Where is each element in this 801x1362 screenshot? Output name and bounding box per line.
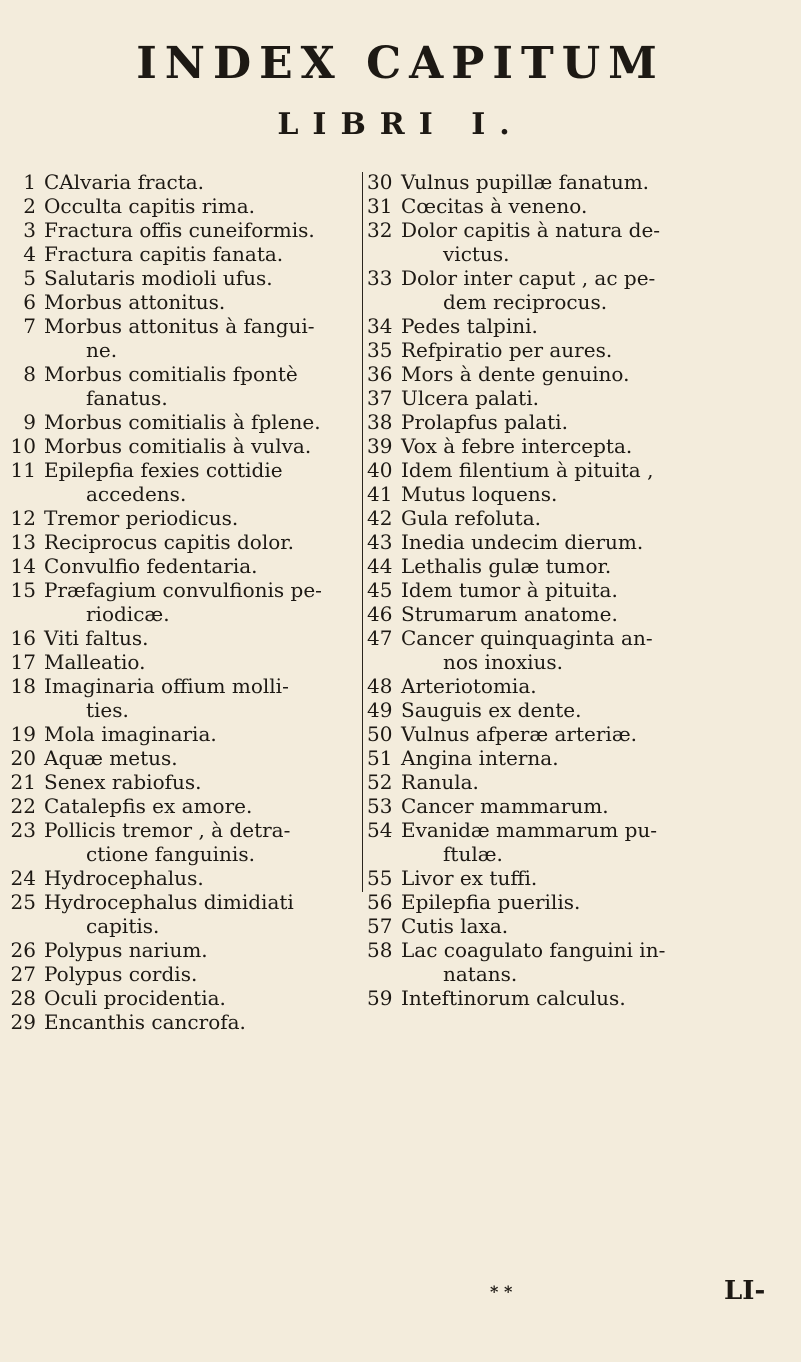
index-entry: [367, 362, 801, 386]
index-entry: [367, 266, 801, 314]
entry-number: 1: [23, 170, 36, 194]
index-entry: [0, 986, 360, 1010]
entry-text: Cœcitas à veneno.: [401, 194, 588, 218]
entry-number: 51: [367, 746, 393, 770]
index-entry: [0, 314, 360, 362]
index-entry: [0, 506, 360, 530]
entry-text: Lethalis gulæ tumor.: [401, 554, 612, 578]
index-entry: [0, 818, 360, 866]
index-entry: [367, 794, 801, 818]
entry-text: Idem tumor à pituita.: [401, 578, 618, 602]
index-entry: [367, 338, 801, 362]
index-entry: [367, 818, 801, 866]
index-entry: [367, 938, 801, 986]
index-entry: [0, 722, 360, 746]
entry-number: 49: [367, 698, 393, 722]
entry-continuation: ctione fanguinis.: [86, 842, 255, 866]
index-entry: [367, 458, 801, 482]
entry-number: 38: [367, 410, 393, 434]
index-entry: [367, 218, 801, 266]
index-entry: [0, 650, 360, 674]
entry-text: Mutus loquens.: [401, 482, 558, 506]
index-entry: [367, 194, 801, 218]
entry-number: 58: [367, 938, 393, 962]
entry-number: 16: [10, 626, 36, 650]
entry-text: Hydrocephalus.: [44, 866, 204, 890]
entry-text: Cancer mammarum.: [401, 794, 609, 818]
index-entry: [367, 170, 801, 194]
index-entry: [367, 914, 801, 938]
left-column: [0, 170, 360, 1034]
entry-number: 27: [10, 962, 36, 986]
entry-number: 54: [367, 818, 393, 842]
entry-number: 2: [23, 194, 36, 218]
index-entry: [0, 962, 360, 986]
entry-text: Cancer quinquaginta an-: [401, 626, 653, 650]
entry-text: Strumarum anatome.: [401, 602, 618, 626]
entry-number: 31: [367, 194, 393, 218]
entry-number: 32: [367, 218, 393, 242]
page-title: INDEX CAPITUM: [136, 38, 665, 89]
index-entry: [0, 794, 360, 818]
entry-number: 10: [10, 434, 36, 458]
entry-continuation: accedens.: [86, 482, 187, 506]
entry-text: Mors à dente genuino.: [401, 362, 630, 386]
entry-number: 18: [10, 674, 36, 698]
entry-number: 26: [10, 938, 36, 962]
index-entry: [367, 890, 801, 914]
entry-text: Idem filentium à pituita ,: [401, 458, 654, 482]
entry-text: Morbus comitialis à fplene.: [44, 410, 321, 434]
entry-number: 19: [10, 722, 36, 746]
entry-number: 17: [10, 650, 36, 674]
index-entry: [367, 602, 801, 626]
entry-text: Morbus attonitus à fangui-: [44, 314, 315, 338]
entry-number: 43: [367, 530, 393, 554]
index-entry: [367, 530, 801, 554]
entry-text: Tremor periodicus.: [44, 506, 239, 530]
entry-number: 46: [367, 602, 393, 626]
entry-text: Malleatio.: [44, 650, 146, 674]
entry-number: 56: [367, 890, 393, 914]
entry-text: Inedia undecim dierum.: [401, 530, 644, 554]
entry-text: Inteftinorum calculus.: [401, 986, 626, 1010]
entry-number: 22: [10, 794, 36, 818]
index-entry: [0, 530, 360, 554]
entry-text: Vox à febre intercepta.: [401, 434, 633, 458]
entry-number: 52: [367, 770, 393, 794]
entry-text: Morbus comitialis fpontè: [44, 362, 298, 386]
index-entry: [0, 938, 360, 962]
index-entry: [367, 626, 801, 674]
entry-text: Encanthis cancrofa.: [44, 1010, 246, 1034]
index-entry: [0, 746, 360, 770]
index-entry: [367, 866, 801, 890]
index-entry: [367, 578, 801, 602]
index-entry: [0, 410, 360, 434]
index-entry: [0, 578, 360, 626]
entry-number: 4: [23, 242, 36, 266]
index-entry: [0, 890, 360, 938]
index-entry: [0, 866, 360, 890]
index-entry: [367, 986, 801, 1010]
entry-number: 24: [10, 866, 36, 890]
entry-text: Convulfio fedentaria.: [44, 554, 258, 578]
index-entry: [367, 386, 801, 410]
entry-text: Evanidæ mammarum pu-: [401, 818, 658, 842]
entry-number: 33: [367, 266, 393, 290]
index-entry: [0, 290, 360, 314]
index-entry: [367, 434, 801, 458]
entry-text: Catalepfis ex amore.: [44, 794, 253, 818]
entry-continuation: riodicæ.: [86, 602, 170, 626]
column-divider: [362, 172, 363, 892]
entry-text: Vulnus pupillæ fanatum.: [401, 170, 650, 194]
entry-text: Salutaris modioli ufus.: [44, 266, 273, 290]
entry-text: Prolapfus palati.: [401, 410, 568, 434]
index-entry: [367, 314, 801, 338]
entry-text: Refpiratio per aures.: [401, 338, 613, 362]
entry-text: Aquæ metus.: [44, 746, 178, 770]
index-entry: [367, 698, 801, 722]
entry-number: 39: [367, 434, 393, 458]
index-entry: [367, 746, 801, 770]
index-entry: [0, 458, 360, 506]
entry-continuation: victus.: [443, 242, 510, 266]
entry-number: 30: [367, 170, 393, 194]
index-entry: [0, 362, 360, 410]
entry-number: 34: [367, 314, 393, 338]
index-entry: [0, 218, 360, 242]
entry-number: 25: [10, 890, 36, 914]
entry-number: 7: [23, 314, 36, 338]
entry-text: Ulcera palati.: [401, 386, 539, 410]
entry-text: Ranula.: [401, 770, 479, 794]
entry-continuation: ftulæ.: [443, 842, 503, 866]
entry-text: Præfagium convulfionis pe-: [44, 578, 322, 602]
entry-text: Senex rabiofus.: [44, 770, 202, 794]
entry-number: 15: [10, 578, 36, 602]
entry-text: Epilepfia fexies cottidie: [44, 458, 283, 482]
entry-number: 23: [10, 818, 36, 842]
entry-text: Fractura offis cuneiformis.: [44, 218, 315, 242]
entry-text: Imaginaria offium molli-: [44, 674, 289, 698]
entry-number: 42: [367, 506, 393, 530]
index-entry: [0, 626, 360, 650]
index-entry: [0, 434, 360, 458]
entry-number: 55: [367, 866, 393, 890]
entry-text: Morbus attonitus.: [44, 290, 226, 314]
entry-number: 48: [367, 674, 393, 698]
entry-text: Viti faltus.: [44, 626, 149, 650]
entry-text: Dolor capitis à natura de-: [401, 218, 661, 242]
entry-text: Angina interna.: [401, 746, 559, 770]
entry-number: 35: [367, 338, 393, 362]
entry-text: Vulnus afperæ arteriæ.: [401, 722, 637, 746]
entry-number: 11: [10, 458, 36, 482]
index-entry: [367, 674, 801, 698]
entry-number: 45: [367, 578, 393, 602]
entry-text: Lac coagulato fanguini in-: [401, 938, 666, 962]
index-entry: [0, 554, 360, 578]
entry-text: Occulta capitis rima.: [44, 194, 255, 218]
index-entry: [0, 770, 360, 794]
entry-text: Oculi procidentia.: [44, 986, 226, 1010]
index-entry: [0, 170, 360, 194]
entry-number: 14: [10, 554, 36, 578]
entry-number: 40: [367, 458, 393, 482]
entry-text: Pedes talpini.: [401, 314, 538, 338]
index-entry: [367, 722, 801, 746]
entry-text: Reciprocus capitis dolor.: [44, 530, 294, 554]
entry-number: 6: [23, 290, 36, 314]
entry-text: Arteriotomia.: [401, 674, 537, 698]
entry-number: 37: [367, 386, 393, 410]
entry-number: 5: [23, 266, 36, 290]
entry-number: 20: [10, 746, 36, 770]
index-entry: [367, 770, 801, 794]
entry-text: Mola imaginaria.: [44, 722, 217, 746]
entry-text: Epilepfia puerilis.: [401, 890, 581, 914]
index-entry: [0, 674, 360, 722]
entry-number: 13: [10, 530, 36, 554]
entry-number: 29: [10, 1010, 36, 1034]
entry-number: 57: [367, 914, 393, 938]
signature-mark: * *: [490, 1282, 513, 1301]
entry-number: 47: [367, 626, 393, 650]
index-entry: [367, 506, 801, 530]
entry-number: 28: [10, 986, 36, 1010]
entry-number: 44: [367, 554, 393, 578]
entry-number: 12: [10, 506, 36, 530]
entry-number: 36: [367, 362, 393, 386]
entry-text: Morbus comitialis à vulva.: [44, 434, 312, 458]
entry-text: Sauguis ex dente.: [401, 698, 582, 722]
entry-text: Fractura capitis fanata.: [44, 242, 284, 266]
entry-number: 8: [23, 362, 36, 386]
right-column: [367, 170, 801, 1010]
entry-number: 3: [23, 218, 36, 242]
index-entry: [367, 554, 801, 578]
entry-number: 21: [10, 770, 36, 794]
index-entry: [367, 410, 801, 434]
index-entry: [367, 482, 801, 506]
entry-continuation: ties.: [86, 698, 129, 722]
entry-continuation: ne.: [86, 338, 118, 362]
entry-text: CAlvaria fracta.: [44, 170, 205, 194]
entry-continuation: dem reciprocus.: [443, 290, 608, 314]
entry-text: Livor ex tuffi.: [401, 866, 538, 890]
entry-text: Cutis laxa.: [401, 914, 509, 938]
entry-text: Hydrocephalus dimidiati: [44, 890, 294, 914]
entry-text: Dolor inter caput , ac pe-: [401, 266, 656, 290]
index-entry: [0, 1010, 360, 1034]
entry-number: 53: [367, 794, 393, 818]
entry-number: 59: [367, 986, 393, 1010]
entry-continuation: nos inoxius.: [443, 650, 564, 674]
entry-number: 41: [367, 482, 393, 506]
entry-continuation: fanatus.: [86, 386, 168, 410]
page-subtitle: LIBRI I.: [277, 107, 524, 142]
index-entry: [0, 266, 360, 290]
entry-continuation: natans.: [443, 962, 518, 986]
entry-continuation: capitis.: [86, 914, 160, 938]
index-entry: [0, 242, 360, 266]
entry-text: Polypus narium.: [44, 938, 208, 962]
index-entry: [0, 194, 360, 218]
entry-text: Pollicis tremor , à detra-: [44, 818, 291, 842]
catchword: LI-: [724, 1276, 766, 1306]
entry-text: Gula refoluta.: [401, 506, 541, 530]
entry-number: 50: [367, 722, 393, 746]
entry-number: 9: [23, 410, 36, 434]
entry-text: Polypus cordis.: [44, 962, 198, 986]
